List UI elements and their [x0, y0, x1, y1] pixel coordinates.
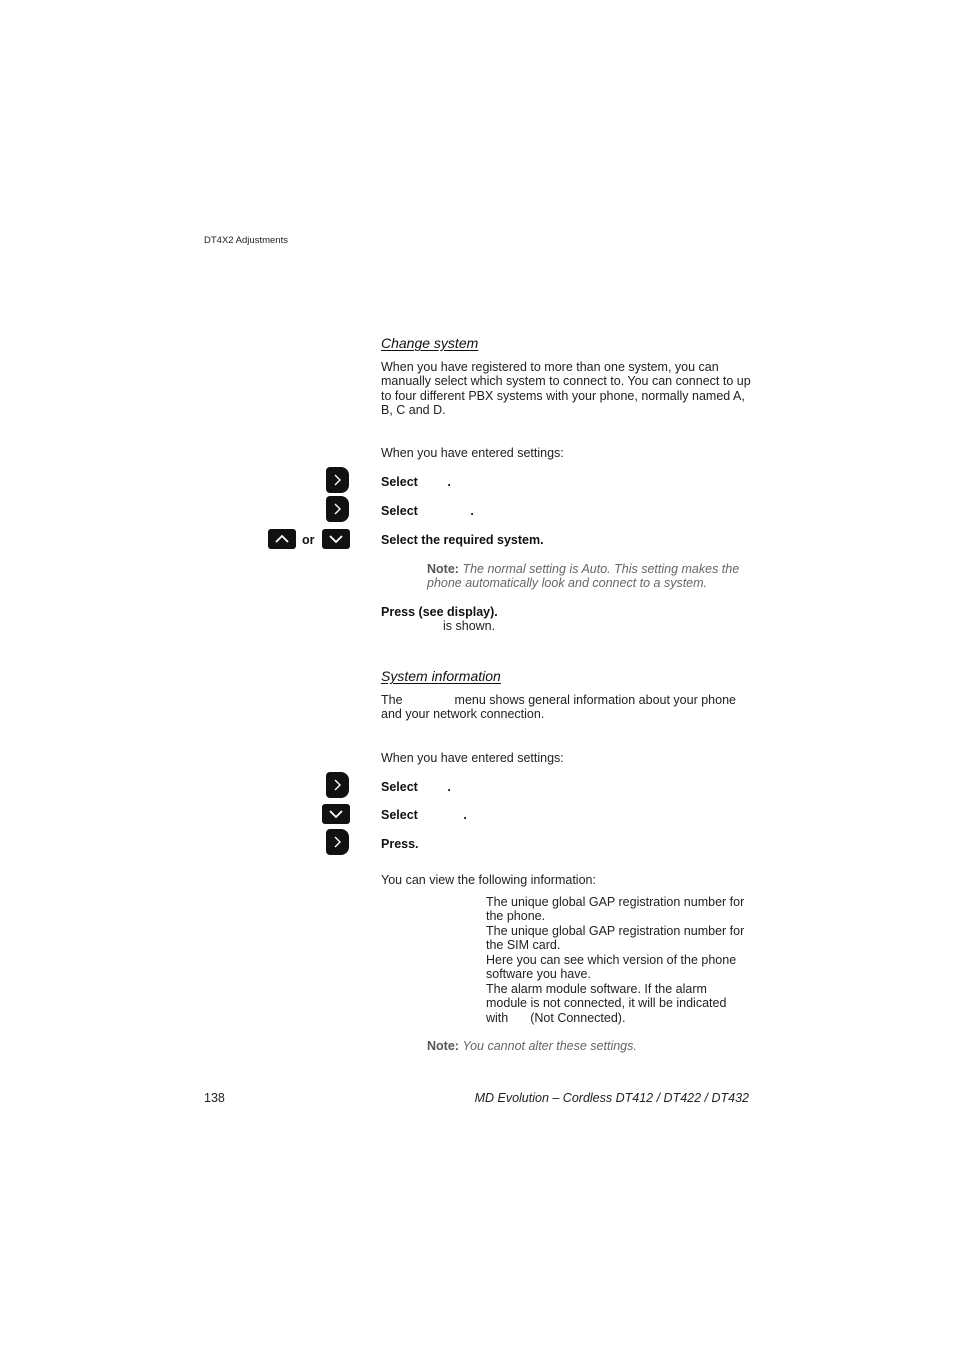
step-punct: .	[470, 504, 474, 518]
change-system-step-4: Press (see display).	[381, 605, 498, 619]
system-information-step-3: Press.	[381, 837, 419, 851]
right-arrow-key-icon	[326, 496, 349, 522]
right-arrow-key-icon	[326, 772, 349, 798]
footer-product-name: MD Evolution – Cordless DT412 / DT422 / DT432	[474, 1091, 749, 1105]
down-arrow-key-icon	[322, 804, 350, 824]
down-arrow-key-icon	[322, 529, 350, 549]
change-system-step-1	[381, 475, 451, 489]
step-punct: .	[447, 475, 451, 489]
info-item-sim-gap: The unique global GAP registration number for the SIM card.	[486, 924, 745, 953]
change-system-intro: When you have registered to more than one system, you can manually select which system to connect to. You can connect to up to four different PBX systems with your phone, normally named A, B, C and D.	[381, 360, 751, 418]
system-information-note	[427, 1039, 757, 1053]
change-system-step-2	[381, 504, 474, 518]
system-information-step-2	[381, 808, 467, 822]
system-information-entered-text: When you have entered settings:	[381, 751, 564, 765]
change-system-heading: Change system	[381, 335, 479, 351]
intro-prefix: The	[381, 693, 403, 707]
running-header: DT4X2 Adjustments	[204, 235, 288, 246]
change-system-step-3: Select the required system.	[381, 533, 544, 547]
view-info-text: You can view the following information:	[381, 873, 596, 887]
or-label: or	[302, 533, 315, 547]
right-arrow-key-icon	[326, 829, 349, 855]
step-verb: Select	[381, 475, 418, 489]
note-label: Note:	[427, 1039, 459, 1053]
system-information-heading: System information	[381, 668, 501, 684]
step-verb: Select	[381, 504, 418, 518]
alarm-item-text: The alarm module software. If the alarm module is not connected, it will be indicated with	[486, 982, 727, 1025]
info-item-alarm-module	[486, 982, 750, 1025]
note-text: The normal setting is Auto. This setting makes the phone automatically look and connect to a system.	[427, 562, 740, 591]
step-verb: Select	[381, 780, 418, 794]
note-text: You cannot alter these settings.	[462, 1039, 637, 1053]
intro-rest: menu shows general information about your phone and your network connection.	[381, 693, 736, 722]
system-information-step-1	[381, 780, 451, 794]
step-punct: .	[447, 780, 451, 794]
change-system-entered-text: When you have entered settings:	[381, 446, 564, 460]
step-verb: Select	[381, 808, 418, 822]
note-label: Note:	[427, 562, 459, 576]
up-arrow-key-icon	[268, 529, 296, 549]
info-item-phone-gap: The unique global GAP registration number for the phone.	[486, 895, 745, 924]
alarm-item-suffix: (Not Connected).	[530, 1010, 626, 1025]
change-system-note	[427, 562, 757, 591]
system-information-intro	[381, 693, 753, 722]
page-number: 138	[204, 1091, 225, 1105]
change-system-step-4-result: is shown.	[443, 619, 496, 633]
info-item-software-version: Here you can see which version of the phone software you have.	[486, 953, 737, 982]
step-punct: .	[463, 808, 467, 822]
right-arrow-key-icon	[326, 467, 349, 493]
